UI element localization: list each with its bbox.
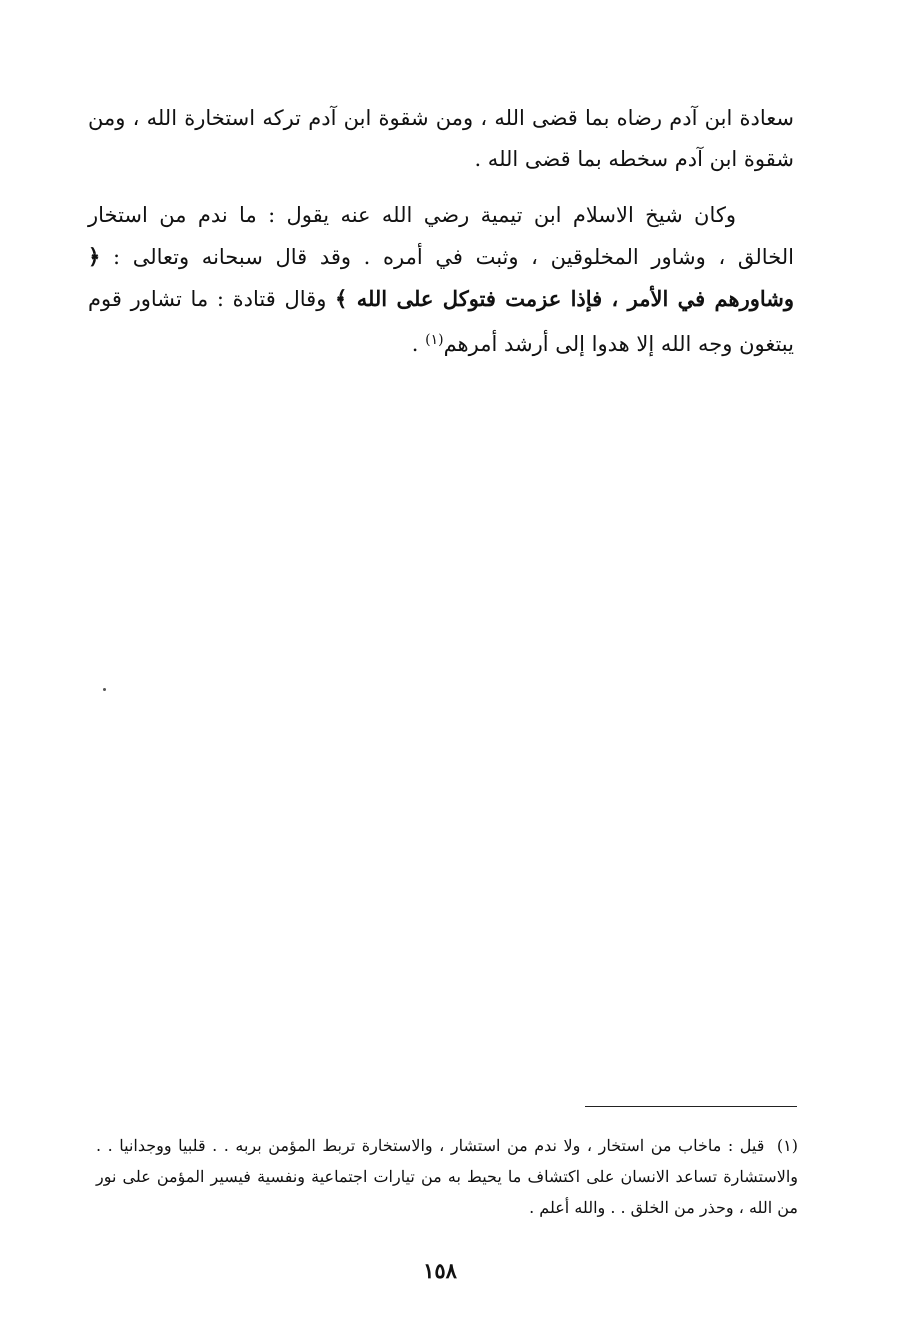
paragraph-1: [88, 98, 794, 180]
paragraph-2-ending: .: [411, 332, 426, 356]
footnote-text: قيل : ماخاب من استخار ، ولا ندم من استشار ، والاستخارة تربط المؤمن بربه . . قلبيا ووجدانيا . . والاستشارة تساعد الانسان على اكتشاف ما يحيط به من تيارات اجتماعية ونفسية فيسير المؤمن على نور من الله ، وحذر من الخلق . . والله أعلم .: [96, 1136, 799, 1217]
main-text: [88, 98, 794, 365]
paragraph-2-intro: وكان شيخ الاسلام ابن تيمية رضي الله عنه يقول : ما ندم من استخار الخالق ، وشاور المخلوقين ، وثبت في أمره . وقد قال سبحانه وتعالى :: [88, 203, 794, 269]
footnote: [96, 1130, 798, 1223]
footnote-number: (١): [776, 1136, 799, 1155]
paragraph-1-text: سعادة ابن آدم رضاه بما قضى الله ، ومن شقوة ابن آدم تركه استخارة الله ، ومن شقوة ابن آدم سخطه بما قضى الله .: [88, 106, 794, 171]
page-number: ١٥٨: [423, 1258, 457, 1283]
paragraph-2: [88, 195, 794, 365]
page-speck: [103, 688, 106, 691]
quran-verse: ﴿ وشاورهم في الأمر ، فإذا عزمت فتوكل على الله ﴾: [88, 244, 794, 311]
footnote-reference-mark: (١): [425, 332, 444, 348]
footnote-separator: [585, 1106, 797, 1107]
paragraph-2-continuation: وقال قتادة : ما تشاور قوم يبتغون وجه الله إلا هدوا إلى أرشد أمرهم: [88, 287, 794, 356]
